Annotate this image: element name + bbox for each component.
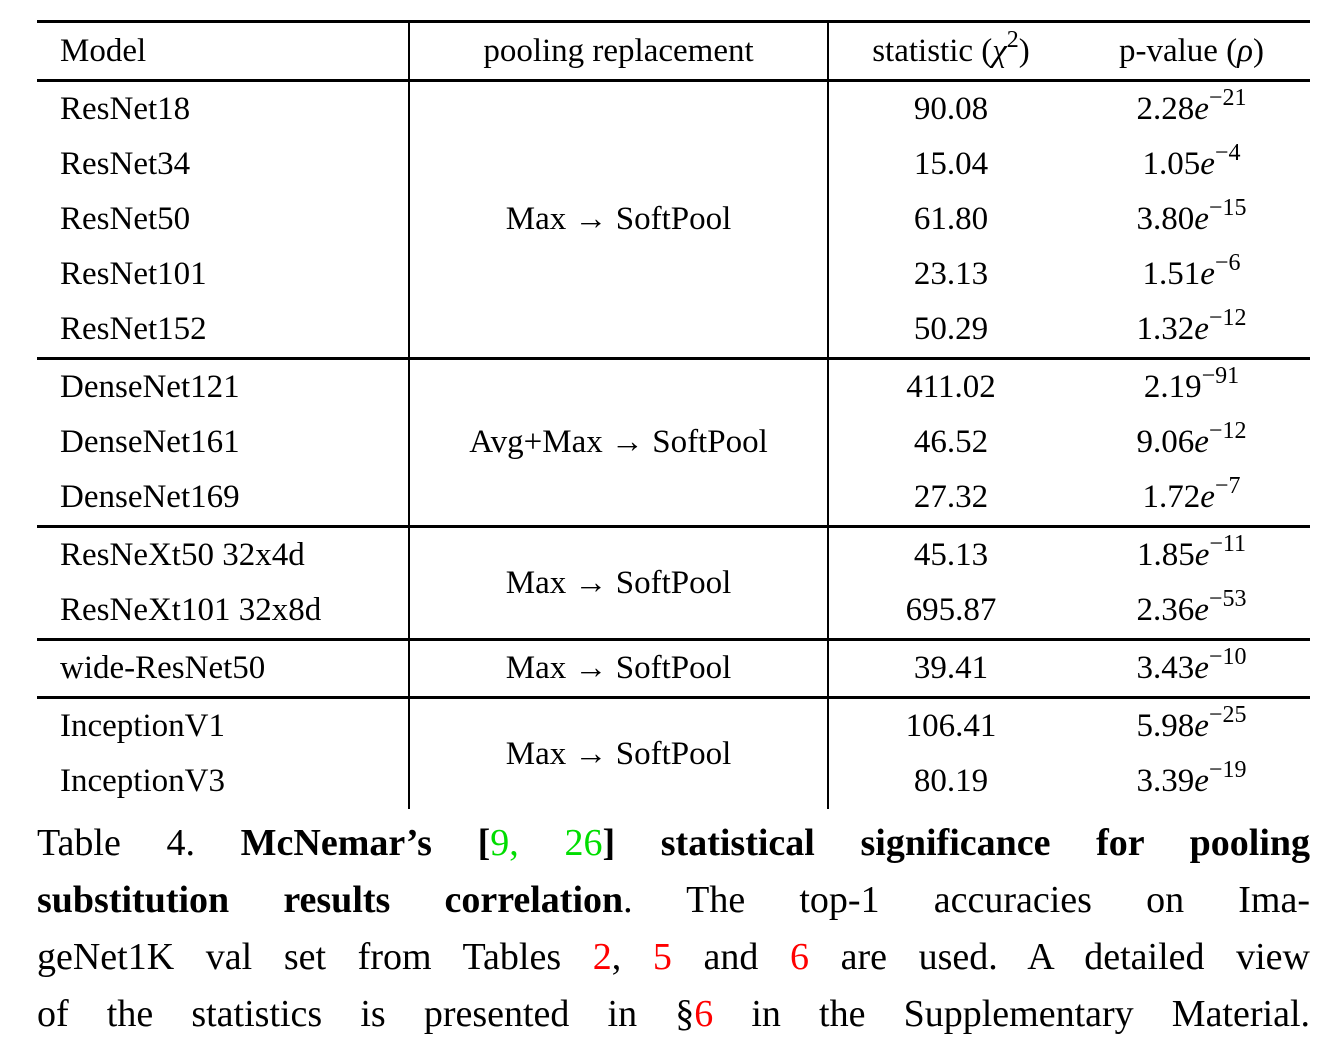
model-cell: ResNet152 bbox=[60, 311, 207, 347]
caption-table-number: Table 4. bbox=[37, 822, 241, 864]
caption-text: in the Supplementary Material. bbox=[713, 993, 1310, 1035]
table-row bbox=[37, 527, 1310, 584]
pooling-cell: Max → SoftPool bbox=[409, 527, 828, 640]
stat-cell: 39.41 bbox=[913, 650, 989, 686]
caption-text: , bbox=[611, 936, 653, 978]
chi-exponent: 2 bbox=[1006, 26, 1019, 53]
model-cell: wide-ResNet50 bbox=[60, 650, 266, 686]
table-ref-link-5[interactable]: 5 bbox=[652, 936, 672, 978]
group-wide-resnet bbox=[37, 640, 1310, 698]
stat-cell: 106.41 bbox=[905, 708, 997, 744]
pooling-cell: Avg+Max → SoftPool bbox=[409, 359, 828, 527]
model-cell: ResNet50 bbox=[60, 201, 191, 237]
stat-cell: 23.13 bbox=[913, 256, 989, 292]
caption-line-1 bbox=[37, 815, 1310, 872]
model-cell: ResNet18 bbox=[60, 91, 191, 127]
caption-line-4 bbox=[37, 986, 1310, 1043]
pvalue-cell: $9.06e^{-12}$ bbox=[1136, 418, 1247, 460]
table-ref-link-2[interactable]: 2 bbox=[592, 936, 612, 978]
caption-text: geNet1K val set from Tables bbox=[37, 936, 593, 978]
table-row bbox=[37, 640, 1310, 698]
pooling-cell: Max → SoftPool bbox=[409, 640, 828, 698]
stat-cell: 411.02 bbox=[906, 369, 996, 405]
caption-title: substitution results correlation bbox=[37, 879, 624, 921]
citation-link-9-26[interactable]: 9, 26 bbox=[490, 822, 603, 864]
model-cell: ResNet34 bbox=[60, 146, 191, 182]
table-row bbox=[37, 698, 1310, 755]
caption-line-2 bbox=[37, 872, 1310, 929]
table-ref-link-6[interactable]: 6 bbox=[789, 936, 809, 978]
pvalue-cell: $3.39e^{-19}$ bbox=[1136, 757, 1247, 799]
pvalue-cell: $1.05e^{-4}$ bbox=[1142, 140, 1241, 182]
results-table bbox=[37, 20, 1310, 809]
chi-symbol: χ bbox=[992, 32, 1007, 69]
pvalue-cell: $3.80e^{-15}$ bbox=[1136, 195, 1247, 237]
group-densenet bbox=[37, 359, 1310, 527]
stat-cell: 90.08 bbox=[913, 91, 989, 127]
rho-symbol: ρ bbox=[1237, 32, 1254, 69]
model-cell: ResNeXt50 32x4d bbox=[60, 537, 305, 573]
caption-line-3 bbox=[37, 929, 1310, 986]
caption-title: McNemar’s bbox=[240, 822, 478, 864]
table-row bbox=[37, 81, 1310, 138]
column-header-statistic: statistic $(\chi^2)$ bbox=[828, 22, 1073, 81]
pvalue-cell: $1.51e^{-6}$ bbox=[1142, 250, 1241, 292]
caption-text: of the statistics is presented in § bbox=[37, 993, 695, 1035]
caption-text: and bbox=[671, 936, 790, 978]
pvalue-cell: $2.19^{-91}$ bbox=[1143, 363, 1240, 405]
group-inception bbox=[37, 698, 1310, 810]
stat-cell: 46.52 bbox=[913, 424, 989, 460]
pvalue-label: p-value ( bbox=[1118, 32, 1238, 69]
model-cell: DenseNet169 bbox=[60, 479, 240, 515]
header-row bbox=[37, 22, 1310, 81]
pvalue-cell: $3.43e^{-10}$ bbox=[1136, 644, 1247, 686]
stat-cell: 695.87 bbox=[905, 592, 997, 628]
model-cell: ResNet101 bbox=[60, 256, 207, 292]
pooling-cell: Max → SoftPool bbox=[409, 698, 828, 810]
column-header-model: Model bbox=[37, 22, 409, 81]
caption-text: are used. A detailed view bbox=[808, 936, 1310, 978]
model-cell: InceptionV3 bbox=[60, 763, 225, 799]
model-cell: DenseNet121 bbox=[60, 369, 240, 405]
group-resnext bbox=[37, 527, 1310, 640]
stat-cell: 15.04 bbox=[913, 146, 989, 182]
caption-title: statistical significance for pooling bbox=[660, 822, 1311, 864]
pvalue-cell: $1.85e^{-11}$ bbox=[1136, 531, 1247, 573]
pvalue-cell: $5.98e^{-25}$ bbox=[1136, 702, 1247, 744]
citation-bracket-open: [ bbox=[477, 822, 491, 864]
section-ref-link-6[interactable]: 6 bbox=[694, 993, 714, 1035]
pvalue-cell: $1.72e^{-7}$ bbox=[1142, 473, 1241, 515]
group-resnet bbox=[37, 81, 1310, 359]
statistic-label: statistic ( bbox=[872, 32, 993, 69]
pooling-cell: Max → SoftPool bbox=[409, 81, 828, 359]
pvalue-cell: $2.28e^{-21}$ bbox=[1136, 85, 1247, 127]
column-header-pvalue: p-value (ρ) bbox=[1073, 22, 1310, 81]
column-header-pooling-replacement: pooling replacement bbox=[409, 22, 828, 81]
stat-cell: 80.19 bbox=[913, 763, 989, 799]
caption-text: . The top-1 accuracies on Ima- bbox=[623, 879, 1310, 921]
stat-cell: 50.29 bbox=[913, 311, 989, 347]
citation-bracket-close: ] bbox=[602, 822, 661, 864]
pvalue-cell: $1.32e^{-12}$ bbox=[1136, 305, 1247, 347]
stat-cell: 61.80 bbox=[913, 201, 989, 237]
table-row bbox=[37, 359, 1310, 416]
stat-cell: 27.32 bbox=[913, 479, 989, 515]
pvalue-cell: $2.36e^{-53}$ bbox=[1136, 586, 1247, 628]
model-cell: DenseNet161 bbox=[60, 424, 240, 460]
model-cell: ResNeXt101 32x8d bbox=[60, 592, 322, 628]
stat-cell: 45.13 bbox=[913, 537, 989, 573]
model-cell: InceptionV1 bbox=[60, 708, 225, 744]
table-caption bbox=[37, 815, 1310, 1043]
